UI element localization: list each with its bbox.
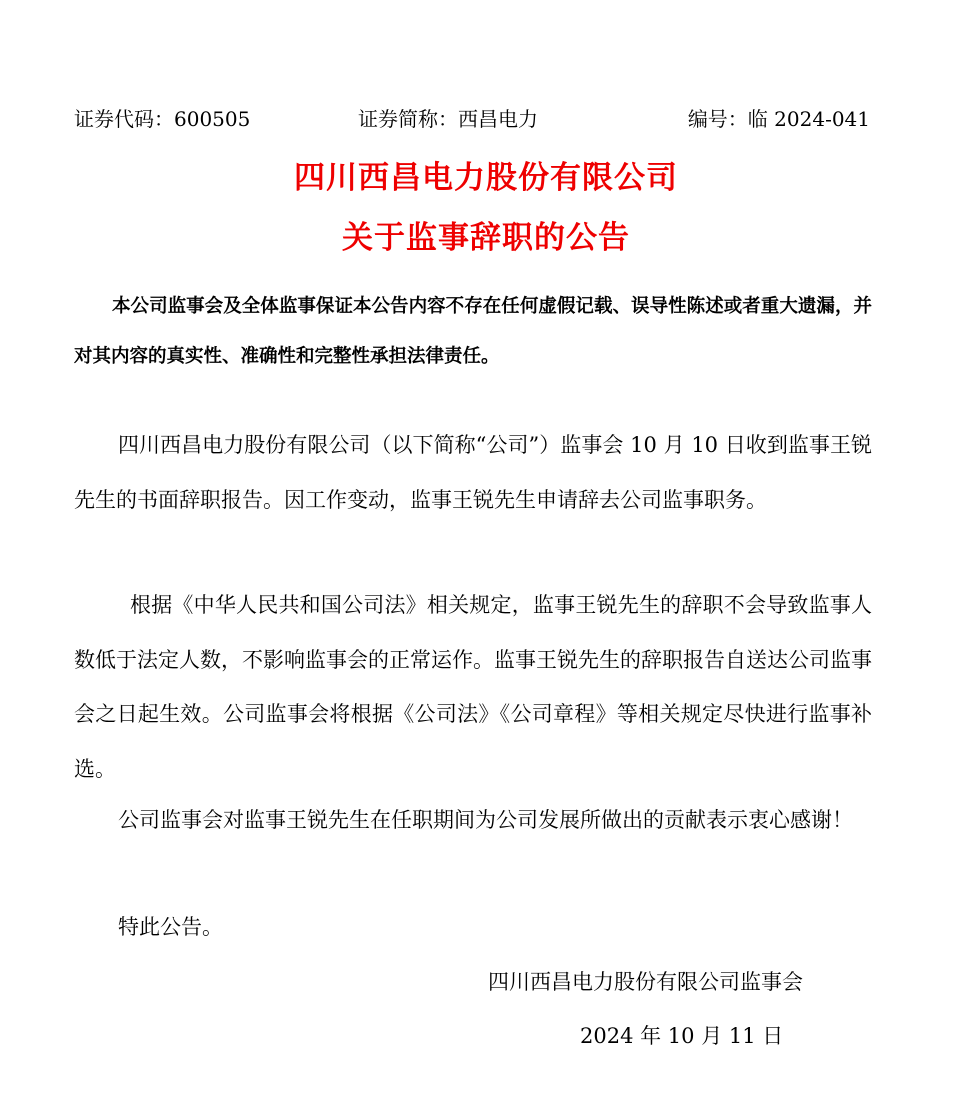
company-name-title: 四川西昌电力股份有限公司 bbox=[294, 160, 678, 196]
board-statement: 本公司监事会及全体监事保证本公告内容不存在任何虚假记载、误导性陈述或者重大遗漏，并对其内容的真实性、准确性和完整性承担法律责任。 bbox=[74, 296, 872, 367]
signature-organization: 四川西昌电力股份有限公司监事会 bbox=[488, 970, 803, 994]
body-paragraph-2: 根据《中华人民共和国公司法》相关规定，监事王锐先生的辞职不会导致监事人数低于法定人数，不影响监事会的正常运作。监事王锐先生的辞职报告自送达公司监事会之日起生效。公司监事会将根据《公司法》《公司章程》等相关规定尽快进行监事补选。 bbox=[74, 593, 872, 781]
signature-date: 2024 年 10 月 11 日 bbox=[580, 1024, 784, 1048]
body-paragraph-3: 公司监事会对监事王锐先生在任职期间为公司发展所做出的贡献表示衷心感谢！ bbox=[118, 808, 853, 832]
closing-line: 特此公告。 bbox=[118, 915, 223, 939]
document-header bbox=[74, 104, 870, 134]
announcement-number: 编号：临 2024-041 bbox=[687, 107, 870, 131]
security-abbreviation: 证券简称：西昌电力 bbox=[358, 107, 538, 131]
announcement-title: 关于监事辞职的公告 bbox=[342, 220, 630, 256]
security-code: 证券代码：600505 bbox=[74, 107, 251, 131]
body-paragraph-1: 四川西昌电力股份有限公司（以下简称“公司”）监事会 10 月 10 日收到监事王锐先生的书面辞职报告。因工作变动，监事王锐先生申请辞去公司监事职务。 bbox=[74, 433, 872, 512]
